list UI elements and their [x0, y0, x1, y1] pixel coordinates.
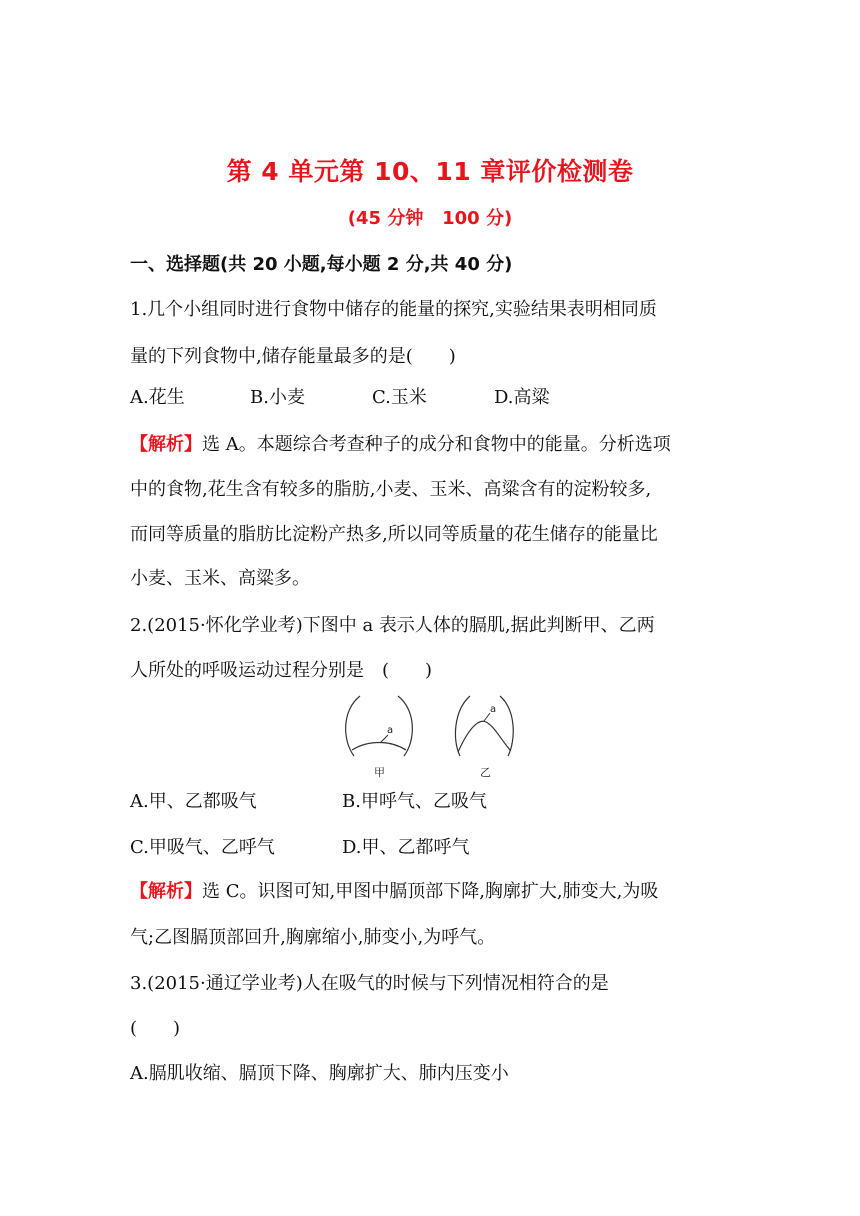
label-jia: 甲	[374, 766, 385, 779]
q3-option-a: A.膈肌收缩、膈顶下降、胸廓扩大、肺内压变小	[130, 1063, 509, 1084]
q2-option-c: C.甲吸气、乙呼气	[130, 837, 275, 858]
jia-label-a: a	[387, 725, 394, 736]
jia-pointer	[380, 735, 388, 743]
yi-label-a: a	[490, 704, 497, 715]
q3-stem-line-1: 3.(2015·通辽学业考)人在吸气的时候与下列情况相符合的是	[130, 973, 609, 994]
q1-option-a: A.花生	[130, 387, 185, 408]
figure-jia	[346, 696, 413, 779]
q1-option-d: D.高粱	[494, 387, 550, 408]
q2-option-b: B.甲呼气、乙吸气	[342, 791, 487, 812]
q1-analysis-text-1: 选 A。本题综合考查种子的成分和食物中的能量。分析选项	[202, 434, 671, 455]
q1-analysis-line-3: 而同等质量的脂肪比淀粉产热多,所以同等质量的花生储存的能量比	[130, 524, 658, 545]
yi-diaphragm	[458, 721, 510, 752]
q2-option-d: D.甲、乙都呼气	[342, 837, 470, 858]
section-heading: 一、选择题(共 20 小题,每小题 2 分,共 40 分)	[130, 254, 513, 275]
diaphragm-figure	[340, 688, 530, 788]
page-title: 第 4 单元第 10、11 章评价检测卷	[226, 157, 634, 186]
q2-stem-line-2: 人所处的呼吸运动过程分别是 ( )	[130, 660, 433, 681]
q1-stem-line-2: 量的下列食物中,储存能量最多的是( )	[130, 346, 456, 367]
q2-option-a: A.甲、乙都吸气	[130, 791, 257, 812]
label-yi: 乙	[480, 766, 491, 779]
yi-chest-right	[500, 696, 513, 756]
yi-chest-left	[455, 696, 470, 756]
q1-analysis-tag: 【解析】	[130, 434, 202, 455]
q1-analysis-line-2: 中的食物,花生含有较多的脂肪,小麦、玉米、高粱含有的淀粉较多,	[130, 479, 652, 500]
q1-analysis-line-1	[130, 433, 730, 457]
q2-analysis-tag: 【解析】	[130, 881, 202, 902]
q2-analysis-text-1: 选 C。识图可知,甲图中膈顶部下降,胸廓扩大,肺变大,为吸	[202, 881, 659, 902]
q3-stem-line-2: ( )	[130, 1018, 181, 1039]
q1-option-b: B.小麦	[250, 387, 305, 408]
q1-option-c: C.玉米	[372, 387, 427, 408]
figure-yi	[455, 696, 513, 779]
q2-analysis-line-1	[130, 880, 730, 904]
jia-diaphragm	[352, 743, 406, 751]
q2-stem-line-1: 2.(2015·怀化学业考)下图中 a 表示人体的膈肌,据此判断甲、乙两	[130, 615, 655, 636]
q1-analysis-line-4: 小麦、玉米、高粱多。	[130, 568, 310, 589]
q1-stem-line-1: 1.几个小组同时进行食物中储存的能量的探究,实验结果表明相同质	[130, 299, 657, 320]
q2-analysis-line-2: 气;乙图膈顶部回升,胸廓缩小,肺变小,为呼气。	[130, 927, 496, 948]
page-subtitle: (45 分钟 100 分)	[347, 208, 513, 229]
